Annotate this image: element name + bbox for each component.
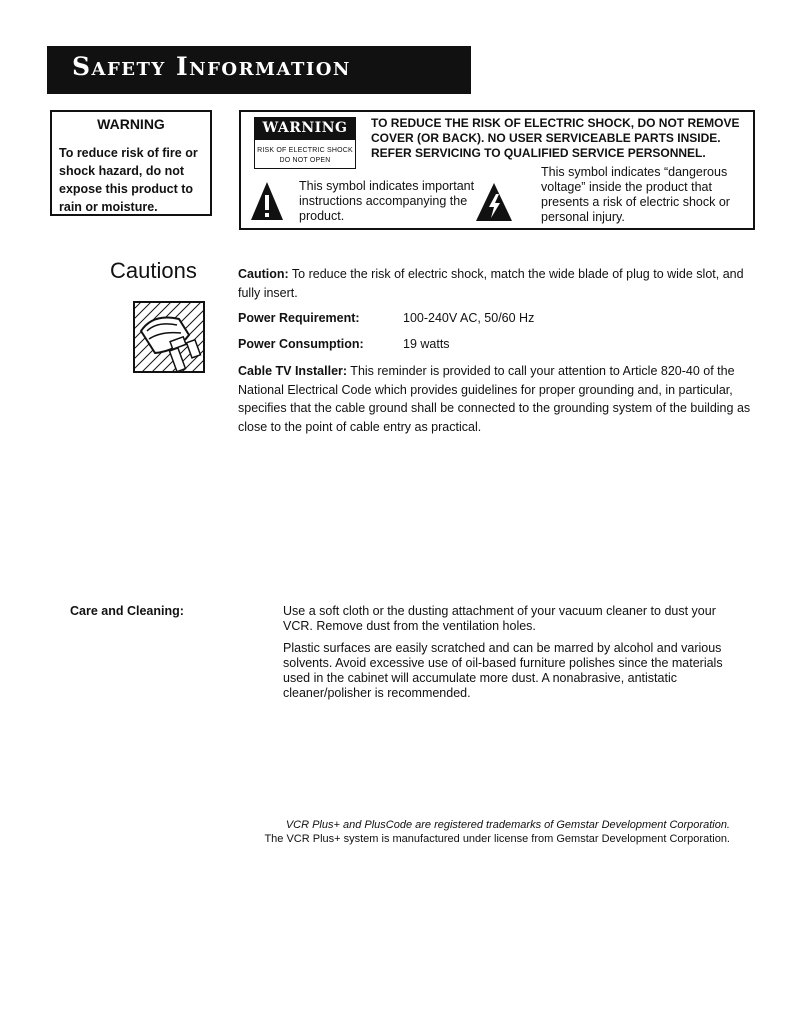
trademark-line-2: The VCR Plus+ system is manufactured under license from Gemstar Development Corporation. — [264, 833, 730, 845]
caution-label: Caution: — [238, 267, 289, 281]
power-requirement-value: 100-240V AC, 50/60 Hz — [403, 311, 535, 325]
care-cleaning-label: Care and Cleaning: — [70, 604, 184, 618]
caution-text: To reduce the risk of electric shock, match the wide blade of plug to wide slot, and fully insert. — [238, 267, 744, 300]
page-title: Safety Information — [72, 52, 351, 81]
shock-warning-label-line1: RISK OF ELECTRIC SHOCK — [257, 147, 353, 154]
shock-warning-label-line2: DO NOT OPEN — [279, 157, 331, 164]
trademark-line-1: VCR Plus+ and PlusCode are registered trademarks of Gemstar Development Corporation. — [285, 819, 730, 831]
caution-paragraph — [238, 265, 758, 302]
shock-warning-heading: TO REDUCE THE RISK OF ELECTRIC SHOCK, DO NOT REMOVE COVER (OR BACK). NO USER SERVICEABLE PARTS INSIDE. REFER SERVICING TO QUALIFIED SERVICE PERSONNEL. — [371, 116, 740, 160]
polarized-plug-icon — [133, 301, 205, 382]
cautions-heading: Cautions — [110, 258, 197, 283]
lightning-bolt-icon — [475, 182, 513, 227]
cable-installer-text: This reminder is provided to call your attention to Article 820-40 of the National Electrical Code which provides guidelines for proper grounding and, in particular, specifies that the cable ground shall be connected to the grounding system of the building as close to the point of cable entry as practical. — [238, 364, 751, 434]
symbol1-description: This symbol indicates important instructions accompanying the product. — [299, 179, 475, 223]
power-consumption-label: Power Consumption: — [238, 337, 364, 351]
care-paragraph-1: Use a soft cloth or the dusting attachment of your vacuum cleaner to dust your VCR. Remove dust from the ventilation holes. — [283, 604, 716, 633]
symbol2-description: This symbol indicates “dangerous voltage” inside the product that presents a risk of electric shock or personal injury. — [541, 165, 730, 224]
fire-warning-text: To reduce risk of fire or shock hazard, do not expose this product to rain or moisture. — [59, 146, 198, 214]
fire-warning-title: WARNING — [97, 116, 165, 132]
cable-installer-label: Cable TV Installer: — [238, 364, 348, 378]
care-paragraph-2: Plastic surfaces are easily scratched and can be marred by alcohol and various solvents. Avoid excessive use of oil-based furniture polishes since the materials used in the cabinet will accumulate more dust. A nonabrasive, antistatic cleaner/polisher is recommended. — [283, 641, 723, 700]
cable-installer-paragraph — [238, 362, 758, 436]
power-consumption-value: 19 watts — [403, 337, 450, 351]
exclamation-triangle-icon — [250, 181, 284, 226]
power-requirement-label: Power Requirement: — [238, 311, 360, 325]
shock-warning-label-title: WARNING — [262, 120, 348, 136]
